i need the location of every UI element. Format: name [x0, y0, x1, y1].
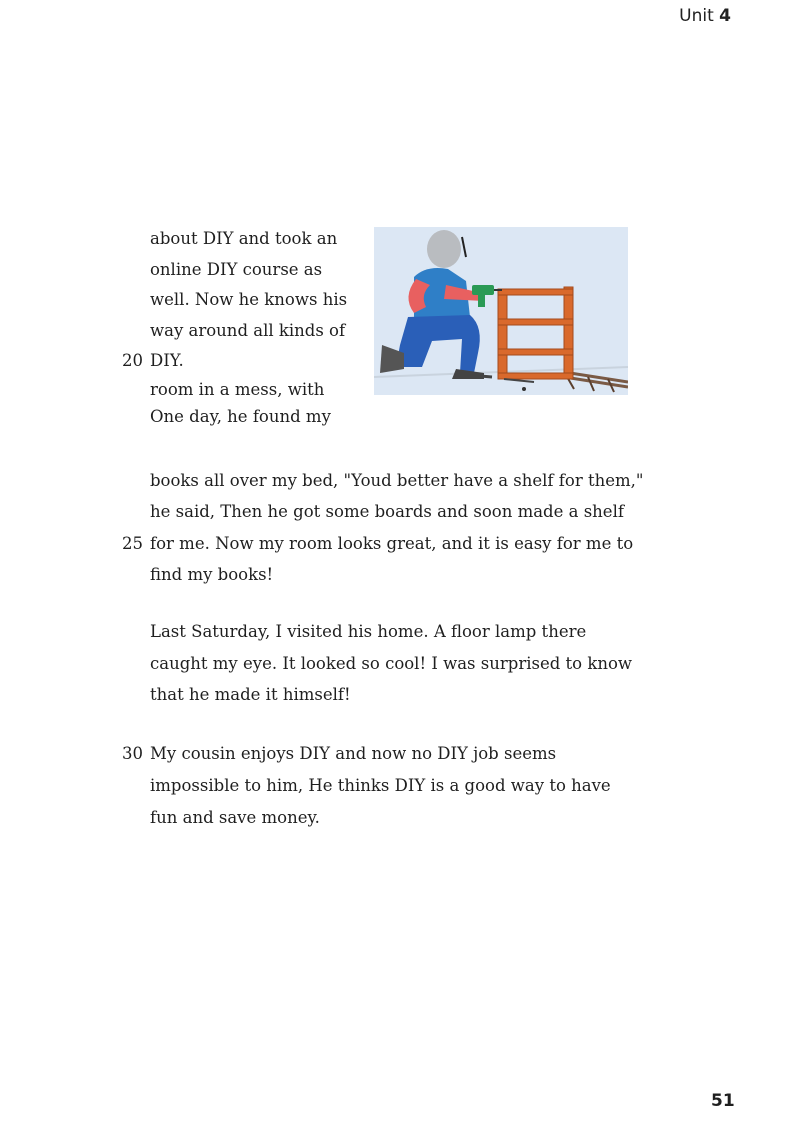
- text-line: impossible to him, He thinks DIY is a good way to have: [150, 776, 611, 795]
- text-line: One day, he found my: [150, 407, 331, 426]
- text-line: books all over my bed, "Youd better have a shelf for them,": [150, 471, 644, 490]
- text-line: Last Saturday, I visited his home. A floor lamp there: [150, 622, 587, 641]
- unit-number: 4: [719, 6, 731, 26]
- text-line: about DIY and took an: [150, 229, 338, 248]
- text-line: way around all kinds of: [150, 321, 346, 340]
- page-number: 51: [711, 1091, 735, 1111]
- text-line: he said, Then he got some boards and soon made a shelf: [150, 502, 624, 521]
- text-line: find my books!: [150, 565, 274, 584]
- text-line: fun and save money.: [150, 808, 320, 827]
- text-line: DIY.: [150, 351, 184, 370]
- line-number: 30: [122, 744, 143, 763]
- text-line: online DIY course as: [150, 260, 323, 279]
- text-line: room in a mess, with: [150, 380, 325, 399]
- text-line: My cousin enjoys DIY and now no DIY job seems: [150, 744, 557, 763]
- text-line: well. Now he knows his: [150, 290, 348, 309]
- line-number: 20: [122, 351, 143, 370]
- unit-header: [679, 6, 731, 26]
- text-line: that he made it himself!: [150, 685, 351, 704]
- line-number: 25: [122, 534, 143, 553]
- unit-label: Unit: [679, 6, 714, 26]
- text-line: for me. Now my room looks great, and it is easy for me to: [150, 534, 634, 553]
- text-line: caught my eye. It looked so cool! I was surprised to know: [150, 654, 633, 673]
- man-building-shelf-illustration: [374, 227, 628, 395]
